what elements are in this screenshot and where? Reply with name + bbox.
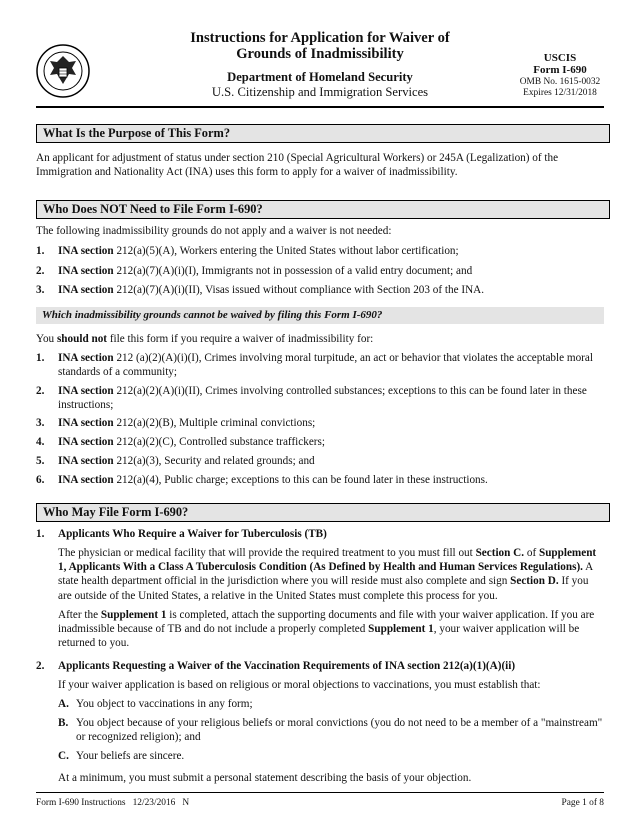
item-number: 2.: [36, 660, 45, 672]
item-text: 212(a)(4), Public charge; exceptions to this can be found later in these instructions.: [113, 474, 488, 486]
item-text: 212 (a)(2)(A)(i)(I), Crimes involving moral turpitude, an act or behavior that violates the acceptable moral standards of a community;: [58, 352, 593, 379]
list-item: [36, 473, 604, 487]
department-name: Department of Homeland Security: [227, 70, 413, 84]
paragraph-emphasis: Section C.: [475, 547, 525, 559]
list-item: [58, 716, 604, 744]
item-lead: INA section: [58, 455, 114, 467]
cannot-waive-intro: [36, 332, 604, 346]
vaccination-intro: If your waiver application is based on religious or moral objections to vaccinations, you must establish that:: [58, 679, 541, 691]
list-item: [36, 283, 604, 297]
title-line-1: Instructions for Application for Waiver of: [190, 30, 450, 46]
numbered-heading-tb: [36, 527, 604, 541]
item-lead: INA section: [58, 265, 114, 277]
form-number: Form I-690: [533, 64, 587, 76]
item-title: Applicants Requesting a Waiver of the Vaccination Requirements of INA section 212(a)(1)(A)(ii): [58, 660, 516, 672]
item-number: 1.: [36, 352, 45, 364]
purpose-text: An applicant for adjustment of status under section 210 (Special Agricultural Workers) or 245A (Legalization) of the Immigration and Nationality Act (INA) uses this form to apply for a waiver of inadmissibility.: [36, 152, 559, 179]
list-item: [36, 454, 604, 468]
item-number: 6.: [36, 474, 45, 486]
paragraph-emphasis: Supplement 1, Applicants With a Class A Tuberculosis Condition (As Defined by Health and Human Services Regulations).: [58, 547, 597, 574]
title-line-2: Grounds of Inadmissibility: [236, 46, 404, 62]
list-item: [36, 264, 604, 278]
item-number: 3.: [36, 284, 45, 296]
item-lead: INA section: [58, 352, 114, 364]
numbered-heading-vaccination: [36, 659, 604, 673]
item-text: Your beliefs are sincere.: [76, 750, 185, 762]
expiration-date: Expires 12/31/2018: [523, 88, 597, 98]
paragraph-text: is completed, attach the supporting documents and file with your waiver application. If you are inadmissible because of TB and do not include a properly completed: [58, 609, 595, 636]
omb-number: OMB No. 1615-0032: [519, 77, 601, 87]
tb-paragraph-2: [58, 608, 604, 651]
item-lead: INA section: [58, 245, 114, 257]
item-title: Applicants Who Require a Waiver for Tuberculosis (TB): [58, 528, 327, 540]
vaccination-closing: At a minimum, you must submit a personal statement describing the basis of your objection.: [58, 772, 472, 784]
agency-name: U.S. Citizenship and Immigration Services: [211, 85, 429, 99]
item-lead: INA section: [58, 385, 114, 397]
form-agency: USCIS: [543, 52, 577, 64]
item-text: 212(a)(7)(A)(i)(I), Immigrants not in possession of a valid entry document; and: [113, 265, 473, 277]
intro-text: file this form if you require a waiver of inadmissibility for:: [107, 333, 374, 345]
agency-block: [170, 70, 470, 100]
section-heading-who-may-file: Who May File Form I-690?: [36, 503, 610, 522]
item-lead: INA section: [58, 417, 114, 429]
tb-paragraph-1: [58, 546, 604, 603]
list-item: [36, 244, 604, 258]
item-lead: INA section: [58, 284, 114, 296]
item-number: 2.: [36, 385, 45, 397]
dhs-seal-icon: [36, 44, 90, 98]
header-rule: [36, 106, 604, 108]
item-lead: INA section: [58, 436, 114, 448]
section-heading-not-file: Who Does NOT Need to File Form I-690?: [36, 200, 610, 219]
paragraph-text: After the: [58, 609, 101, 621]
item-text: 212(a)(5)(A), Workers entering the United States without labor certification;: [113, 245, 459, 257]
list-item: [58, 749, 604, 763]
list-item: [36, 384, 604, 412]
paragraph-text: , your waiver application will be returned to you.: [58, 623, 580, 650]
footer-form-info: Form I-690 Instructions 12/23/2016 N: [36, 798, 190, 808]
item-number: 3.: [36, 417, 45, 429]
paragraph-text: If you are outside of the United States, a relative in the United States must complete this process for you.: [58, 575, 589, 602]
list-item: [36, 351, 604, 379]
paragraph-emphasis: Supplement 1: [100, 609, 167, 621]
item-text: 212(a)(2)(B), Multiple criminal convictions;: [113, 417, 316, 429]
item-letter: B.: [58, 717, 69, 729]
list-item: [36, 416, 604, 430]
paragraph-text: The physician or medical facility that will provide the required treatment to you must fill out: [58, 547, 476, 559]
item-lead: INA section: [58, 474, 114, 486]
page-number: Page 1 of 8: [561, 798, 604, 808]
item-text: 212(a)(2)(C), Controlled substance traffickers;: [113, 436, 325, 448]
list-item: [36, 435, 604, 449]
item-text: You object to vaccinations in any form;: [76, 698, 253, 710]
document-title: [150, 30, 490, 62]
item-number: 4.: [36, 436, 45, 448]
section-heading-purpose: What Is the Purpose of This Form?: [36, 124, 610, 143]
paragraph-emphasis: Section D.: [510, 575, 559, 588]
item-text: 212(a)(2)(A)(i)(II), Crimes involving controlled substances; exceptions to this can be found later in these instructions;: [58, 385, 587, 412]
paragraph-emphasis: Supplement 1: [368, 623, 434, 636]
footer-rule: [36, 792, 604, 793]
not-file-intro: The following inadmissibility grounds do not apply and a waiver is not needed:: [36, 225, 392, 237]
item-number: 2.: [36, 265, 45, 277]
item-text: 212(a)(3), Security and related grounds; and: [113, 455, 315, 467]
item-number: 1.: [36, 245, 45, 257]
list-item: [58, 697, 604, 711]
paragraph-text: of: [524, 547, 539, 559]
item-letter: A.: [58, 698, 69, 710]
item-text: 212(a)(7)(A)(i)(II), Visas issued without compliance with Section 203 of the INA.: [113, 284, 485, 296]
item-number: 5.: [36, 455, 45, 467]
subsection-heading-cannot-waive: Which inadmissibility grounds cannot be waived by filing this Form I-690?: [36, 307, 604, 324]
intro-text: You: [36, 333, 57, 345]
item-letter: C.: [58, 750, 69, 762]
item-text: You object because of your religious beliefs or moral convictions (you do not need to be a member of a "mainstream" or recognized religion); and: [76, 717, 603, 744]
intro-emphasis: should not: [56, 333, 108, 345]
form-info: [508, 52, 612, 99]
paragraph-text: A state health department official in the jurisdiction where you will reside must also complete and sign: [58, 561, 593, 588]
item-number: 1.: [36, 528, 45, 540]
